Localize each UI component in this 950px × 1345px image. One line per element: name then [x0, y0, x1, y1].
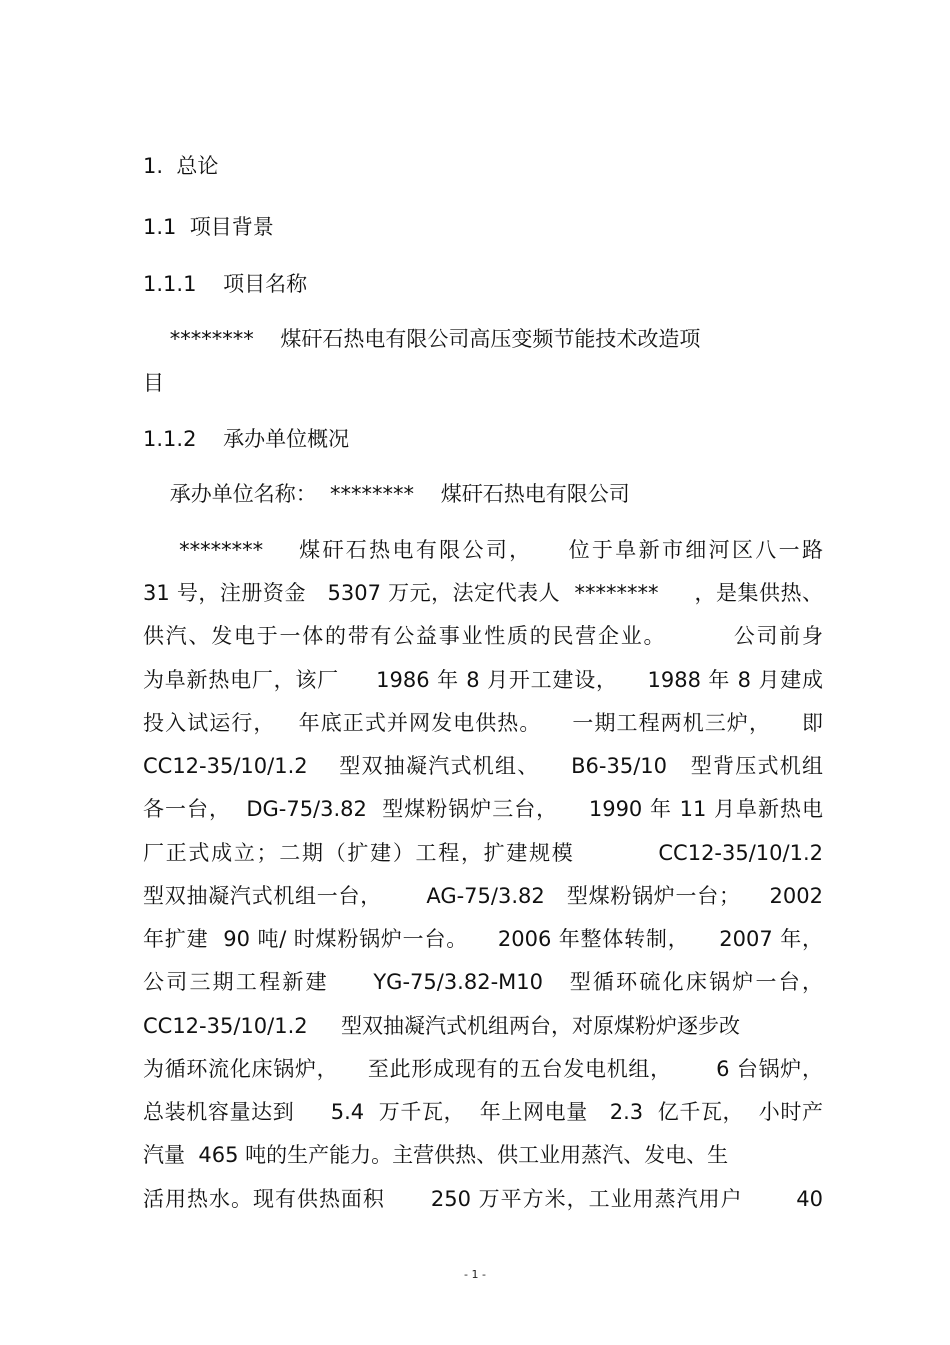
overview-line: CC12-35/10/1.2 型双抽凝汽式机组两台，对原煤粉炉逐步改	[143, 1014, 740, 1038]
overview-line: 年扩建 90 吨/ 时煤粉锅炉一台。 2006 年整体转制， 2007 年，	[143, 927, 823, 951]
overview-line: ******** 煤矸石热电有限公司， 位于阜新市细河区八一路	[143, 538, 823, 562]
overview-line: 汽量 465 吨的生产能力。主营供热、供工业用蒸汽、发电、生	[143, 1143, 729, 1167]
overview-line: 活用热水。现有供热面积 250 万平方米，工业用蒸汽用户 40	[143, 1187, 823, 1211]
section-heading-1-1-2: 1.1.2 承办单位概况	[143, 427, 350, 451]
overview-line: 各一台， DG-75/3.82 型煤粉锅炉三台， 1990 年 11 月阜新热电	[143, 797, 823, 821]
overview-line: 型双抽凝汽式机组一台， AG-75/3.82 型煤粉锅炉一台； 2002	[143, 884, 823, 908]
overview-line: 投入试运行， 年底正式并网发电供热。 一期工程两机三炉， 即	[143, 711, 823, 735]
section-heading-1: 1. 总论	[143, 154, 219, 178]
section-heading-1-1: 1.1 项目背景	[143, 215, 274, 239]
organizer-name-line: 承办单位名称： ******** 煤矸石热电有限公司	[143, 482, 630, 506]
page-number: - 1 -	[464, 1268, 486, 1281]
overview-line: 公司三期工程新建 YG-75/3.82-M10 型循环硫化床锅炉一台，	[143, 970, 823, 994]
overview-line: 供汽、发电于一体的带有公益事业性质的民营企业。 公司前身	[143, 624, 823, 648]
overview-line: 31 号，注册资金 5307 万元，法定代表人 ******** ，是集供热、	[143, 581, 823, 605]
section-heading-1-1-1: 1.1.1 项目名称	[143, 272, 308, 296]
overview-line: 厂正式成立；二期（扩建）工程，扩建规模 CC12-35/10/1.2	[143, 841, 823, 865]
overview-line: CC12-35/10/1.2 型双抽凝汽式机组、 B6-35/10 型背压式机组	[143, 754, 823, 778]
project-name-line: 目	[143, 371, 164, 395]
overview-line: 总装机容量达到 5.4 万千瓦， 年上网电量 2.3 亿千瓦， 小时产	[143, 1100, 823, 1124]
overview-line: 为循环流化床锅炉， 至此形成现有的五台发电机组， 6 台锅炉，	[143, 1057, 823, 1081]
overview-line: 为阜新热电厂，该厂 1986 年 8 月开工建设， 1988 年 8 月建成	[143, 668, 823, 692]
project-name-line: ******** 煤矸石热电有限公司高压变频节能技术改造项	[143, 327, 701, 351]
